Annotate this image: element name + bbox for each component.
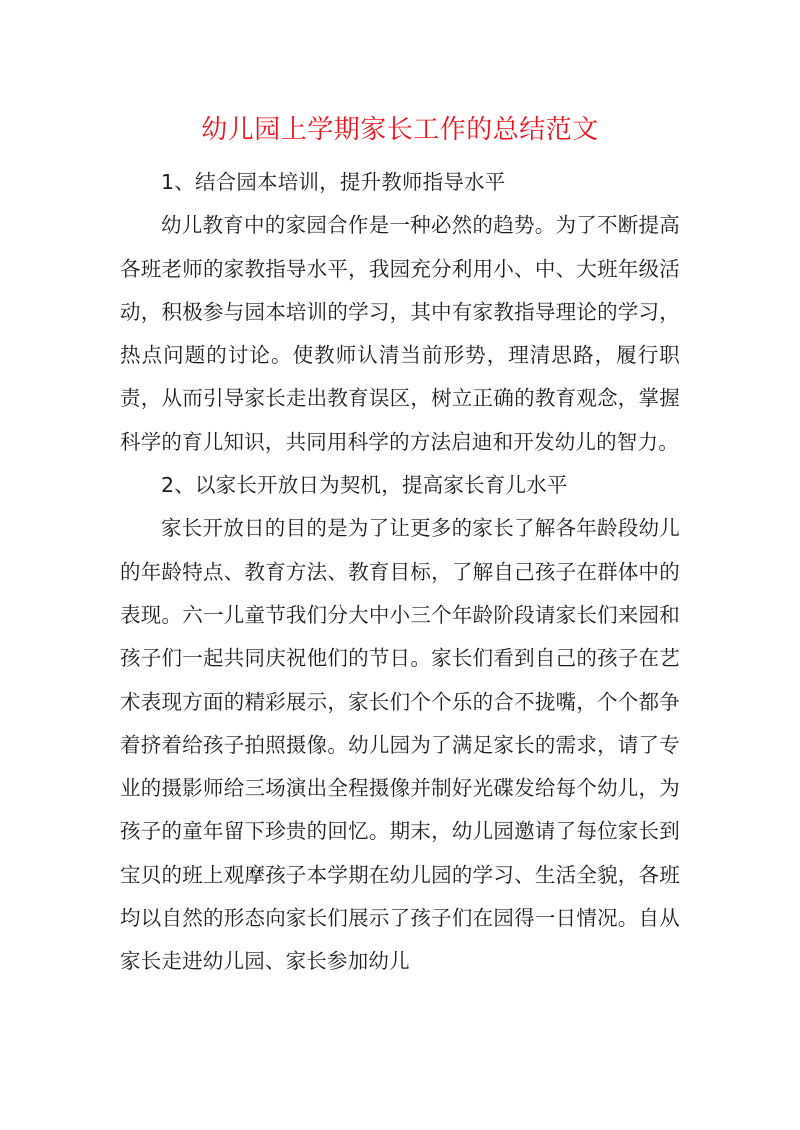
paragraph-2: 家长开放日的目的是为了让更多的家长了解各年龄段幼儿的年龄特点、教育方法、教育目标，了解自己孩子在群体中的表现。六一儿童节我们分大中小三个年龄阶段请家长们来园和孩子们一起共同庆祝他们的节日。家长们看到自己的孩子在艺术表现方面的精彩展示，家长们个个乐的合不拢嘴，个个都争着挤着给孩子拍照摄像。幼儿园为了满足家长的需求，请了专业的摄影师给三场演出全程摄像并制好光碟发给每个幼儿，为孩子的童年留下珍贵的回忆。期末，幼儿园邀请了每位家长到宝贝的班上观摩孩子本学期在幼儿园的学习、生活全貌，各班均以自然的形态向家长们展示了孩子们在园得一日情况。自从家长走进幼儿园、家长参加幼儿 (120, 516, 680, 974)
section-heading-1: 1、结合园本培训，提升教师指导水平 (161, 170, 506, 194)
paragraph-1: 幼儿教育中的家园合作是一种必然的趋势。为了不断提高各班老师的家教指导水平，我园充分利用小、中、大班年级活动，积极参与园本培训的学习，其中有家教指导理论的学习，热点问题的讨论。使教师认清当前形势，理清思路，履行职责，从而引导家长走出教育误区，树立正确的教育观念，掌握科学的育儿知识，共同用科学的方法启迪和开发幼儿的智力。 (120, 213, 680, 454)
section-heading-2: 2、以家长开放日为契机，提高家长育儿水平 (161, 473, 568, 498)
document-title: 幼儿园上学期家长工作的总结范文 (201, 115, 599, 145)
document-body (120, 161, 680, 984)
